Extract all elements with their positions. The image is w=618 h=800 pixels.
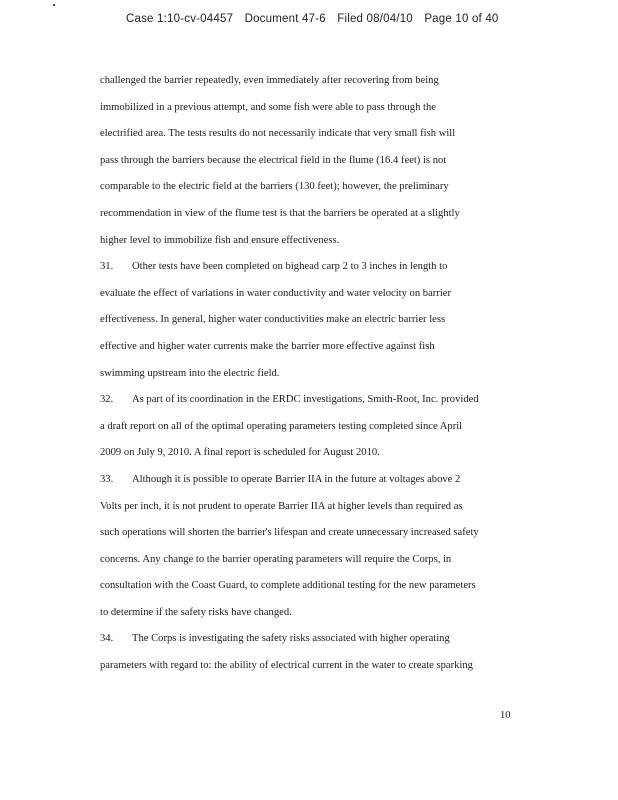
text-line — [100, 201, 520, 228]
line-text: parameters with regard to: the ability of electrical current in the water to create sparking — [100, 660, 473, 672]
text-line — [100, 334, 520, 361]
line-text: to determine if the safety risks have changed. — [100, 606, 292, 618]
text-line — [100, 626, 520, 653]
line-text: immobilized in a previous attempt, and some fish were able to pass through the — [100, 101, 436, 113]
text-line — [100, 467, 520, 494]
line-text: evaluate the effect of variations in water conductivity and water velocity on barrier — [100, 287, 452, 299]
line-text: As part of its coordination in the ERDC investigations, Smith-Root, Inc. provided — [132, 394, 479, 406]
text-line — [100, 440, 520, 467]
text-line — [100, 361, 520, 388]
text-line — [100, 653, 520, 680]
text-line — [100, 307, 520, 334]
text-line — [100, 174, 520, 201]
line-text: higher level to immobilize fish and ensure effectiveness. — [100, 234, 340, 246]
text-line — [100, 414, 520, 441]
text-line — [100, 573, 520, 600]
line-text: 2009 on July 9, 2010. A final report is scheduled for August 2010. — [100, 447, 380, 459]
line-text: pass through the barriers because the electrical field in the flume (16.4 feet) is not — [100, 154, 447, 166]
paragraph-number: 33. — [100, 473, 114, 485]
text-line — [100, 520, 520, 547]
body-text — [100, 68, 520, 680]
line-text: such operations will shorten the barrier's lifespan and create unnecessary increased safety — [100, 527, 479, 539]
line-text: effectiveness. In general, higher water conductivities make an electric barrier less — [100, 314, 446, 326]
text-line — [100, 547, 520, 574]
text-line — [100, 494, 520, 521]
page-number: 10 — [500, 710, 511, 721]
line-text: recommendation in view of the flume test is that the barriers be operated at a slightly — [100, 207, 460, 219]
text-line — [100, 68, 520, 95]
paragraph-number: 32. — [100, 394, 114, 406]
text-line — [100, 228, 520, 255]
line-text: effective and higher water currents make the barrier more effective against fish — [100, 340, 435, 352]
case-header — [126, 13, 546, 25]
line-text: concerns. Any change to the barrier operating parameters will require the Corps, in — [100, 553, 452, 565]
text-line — [100, 281, 520, 308]
line-text: Although it is possible to operate Barrier IIA in the future at voltages above 2 — [132, 473, 461, 485]
paragraph-number: 34. — [100, 633, 114, 645]
document-number: Document 47-6 — [244, 13, 326, 25]
line-text: The Corps is investigating the safety risks associated with higher operating — [132, 633, 450, 645]
line-text: challenged the barrier repeatedly, even immediately after recovering from being — [100, 75, 439, 86]
line-text: comparable to the electric field at the barriers (130 feet); however, the preliminary — [100, 181, 449, 193]
line-text: electrified area. The tests results do not necessarily indicate that very small fish will — [100, 128, 456, 140]
text-line — [100, 148, 520, 175]
line-text: consultation with the Coast Guard, to complete additional testing for the new parameters — [100, 580, 476, 592]
text-line — [100, 600, 520, 627]
page-indicator: Page 10 of 40 — [424, 13, 499, 25]
filed-date: Filed 08/04/10 — [337, 13, 413, 25]
paragraph-number: 31. — [100, 261, 114, 273]
text-line — [100, 121, 520, 148]
text-line — [100, 387, 520, 414]
line-text: a draft report on all of the optimal operating parameters testing completed since April — [100, 420, 463, 432]
text-line — [100, 254, 520, 281]
line-text: Other tests have been completed on bighead carp 2 to 3 inches in length to — [132, 261, 448, 273]
case-number: Case 1:10-cv-04457 — [126, 13, 234, 25]
line-text: Volts per inch, it is not prudent to operate Barrier IIA at higher levels than required as — [100, 500, 463, 512]
scan-speck — [53, 4, 55, 6]
line-text: swimming upstream into the electric field. — [100, 367, 280, 379]
text-line — [100, 95, 520, 122]
